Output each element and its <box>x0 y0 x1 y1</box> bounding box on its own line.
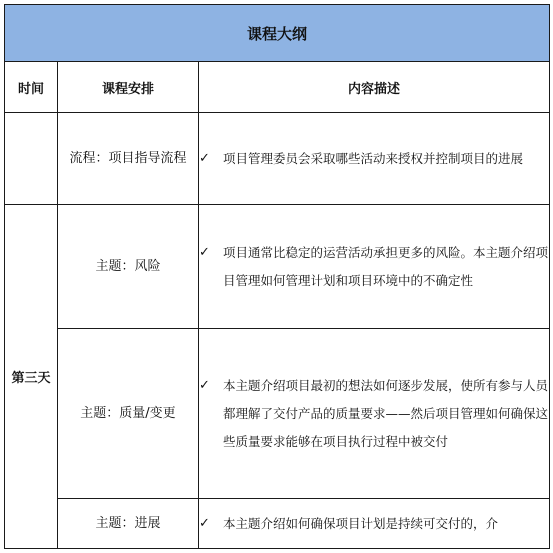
check-mark-icon: ✓ <box>199 515 210 531</box>
description-cell <box>199 329 550 499</box>
time-cell-empty <box>5 113 58 205</box>
description-cell <box>199 113 550 205</box>
description-cell <box>199 499 550 549</box>
table-row <box>5 113 550 205</box>
day-label: 第三天 <box>5 205 58 549</box>
arrangement-cell: 流程：项目指导流程 <box>58 113 199 205</box>
arrangement-cell: 主题：进展 <box>58 499 199 549</box>
header-description: 内容描述 <box>199 62 550 113</box>
header-arrangement: 课程安排 <box>58 62 199 113</box>
header-row <box>5 62 550 113</box>
description-text: 项目管理委员会采取哪些活动来授权并控制项目的进展 <box>223 150 524 166</box>
arrangement-cell: 主题：质量/变更 <box>58 329 199 499</box>
table-row <box>5 205 550 329</box>
check-mark-icon: ✓ <box>199 377 210 393</box>
table-row <box>5 329 550 499</box>
course-outline-table <box>4 4 550 549</box>
check-mark-icon: ✓ <box>199 244 210 260</box>
description-text: 本主题介绍项目最初的想法如何逐步发展，使所有参与人员都理解了交付产品的质量要求——然后项目管理如何确保这些质量要求能够在项目执行过程中被交付 <box>223 377 549 449</box>
header-time: 时间 <box>5 62 58 113</box>
table-title: 课程大纲 <box>5 5 550 62</box>
description-text: 本主题介绍如何确保项目计划是持续可交付的，介 <box>223 515 499 531</box>
arrangement-cell: 主题：风险 <box>58 205 199 329</box>
table-row <box>5 499 550 549</box>
check-mark-icon: ✓ <box>199 150 210 166</box>
description-cell <box>199 205 550 329</box>
description-text: 项目通常比稳定的运营活动承担更多的风险。本主题介绍项目管理如何管理计划和项目环境中的不确定性 <box>223 244 549 288</box>
